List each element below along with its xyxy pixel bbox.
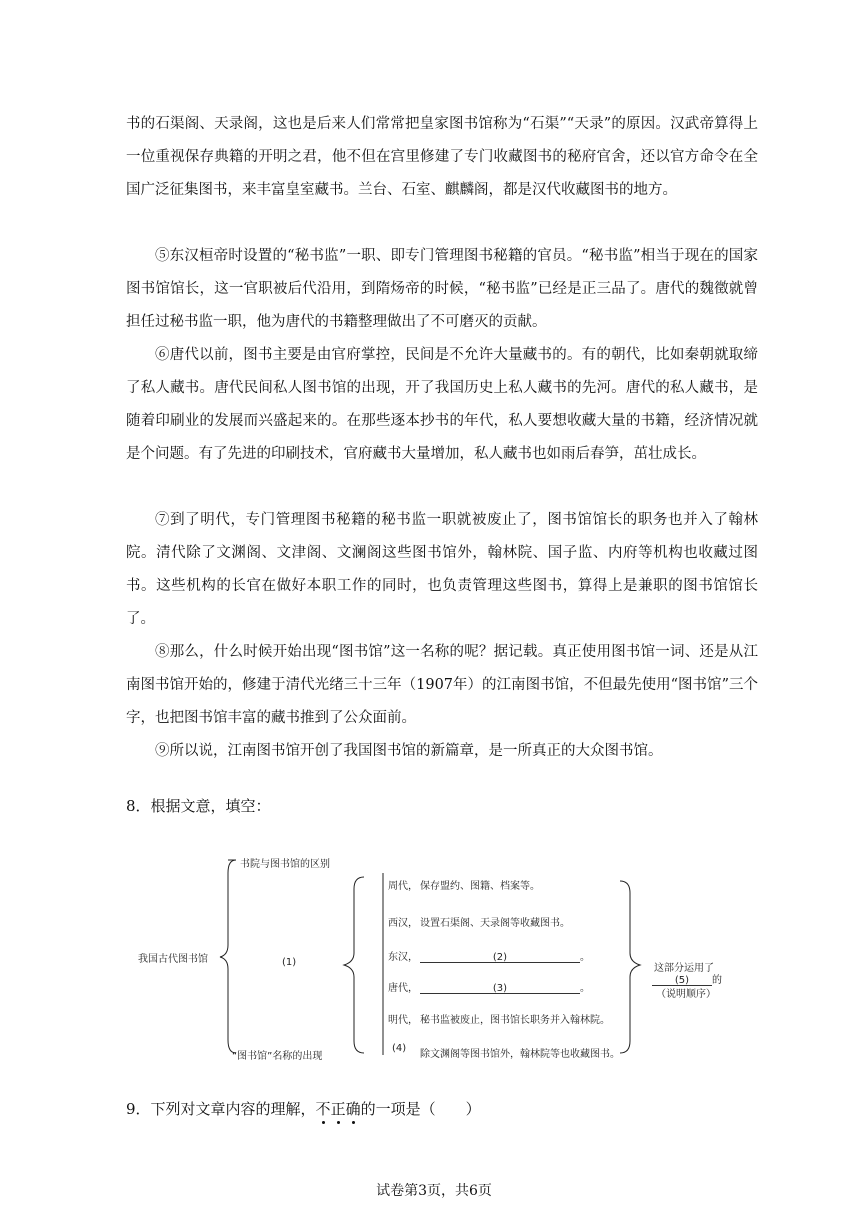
row-era-1: 周代， [388,881,418,892]
question-9-pre: 9．下列对文章内容的理解， [126,1100,316,1118]
row-text-2: 设置石渠阁、天录阁等收藏图书。 [420,918,570,929]
diagram-branch-bottom: “图书馆”名称的出现 [232,1051,323,1062]
structure-diagram [130,845,750,1065]
emphasis-char: 确 [345,1100,361,1118]
main-brace [220,860,236,1053]
row-blank-4 [420,979,590,994]
paragraph-7: ⑦到了明代，专门管理图书秘籍的秘书监一职就被废止了，图书馆馆长的职务也并入了翰林院。清代除了文渊阁、文津阁、文澜阁这些图书馆外，翰林院、国子监、内府等机构也收藏过图书。这些机构的长官在做好本职工作的同时，也负责管理这些图书，算得上是兼职的图书馆馆长了。 [126,512,758,627]
paragraph-6: ⑥唐代以前，图书主要是由官府掌控，民间是不允许大量藏书的。有的朝代，比如秦朝就取缔了私人藏书。唐代民间私人图书馆的出现，开了我国历史上私人藏书的先河。唐代的私人藏书，是随着印刷业的发展而兴盛起来的。在那些逐本抄书的年代，私人要想收藏大量的书籍，经济情况就是个问题。有了先进的印刷技术，官府藏书大量增加，私人藏书也如雨后春笋，茁壮成长。 [126,347,758,462]
rows-brace [344,877,364,1053]
emphasis-char: 正 [330,1100,346,1118]
row-era-2: 西汉， [388,918,418,929]
question-9 [126,1098,481,1119]
paragraph-9: ⑨所以说，江南图书馆开创了我国图书馆的新篇章，是一所真正的大众图书馆。 [155,743,663,759]
right-note-line1: 这部分运用了 [654,963,714,974]
right-note-blank [652,971,722,986]
question-9-emphasis [316,1100,361,1118]
emphasis-char: 不 [315,1100,331,1118]
blank-3-label: (3) [492,983,508,994]
diagram-branch-mid: (1) [282,957,297,968]
blank-5-label: (5) [674,975,690,986]
row-blank-3 [420,948,590,963]
row-text-1: 保存盟约、图籍、档案等。 [420,881,540,892]
row-era-3: 东汉， [388,952,418,963]
blank-2-label: (2) [492,952,508,963]
right-brace [620,881,640,1053]
diagram-branch-top: 书院与图书馆的区别 [240,859,330,870]
row-text-6: 除文渊阁等图书馆外，翰林院等也收藏图书。 [420,1049,620,1060]
page-footer: 试卷第3页，共6页 [376,1183,492,1199]
right-note-tail: 的 [712,975,722,986]
paragraph-5: ⑤东汉桓帝时设置的“秘书监”一职、即专门管理图书秘籍的官员。“秘书监”相当于现在的国家图书馆馆长，这一官职被后代沿用，到隋炀帝的时候，“秘书监”已经是正三品了。唐代的魏徵就曾担任过秘书监一职，他为唐代的书籍整理做出了不可磨灭的贡献。 [126,248,758,330]
diagram-root: 我国古代图书馆 [138,954,208,965]
row-end-3: 。 [580,952,590,963]
row-era-5: 明代， [388,1015,418,1026]
right-note-line2: （说明顺序） [656,989,716,1000]
row-era-4: 唐代， [388,983,418,994]
question-8: 8．根据文意，填空： [126,797,271,815]
paragraph-8: ⑧那么，什么时候开始出现“图书馆”这一名称的呢？据记载。真正使用图书馆一词、还是从江南图书馆开始的，修建于清代光绪三十三年（1907年）的江南图书馆，不但最先使用“图书馆”三个字，也把图书馆丰富的藏书推到了公众面前。 [126,644,758,726]
row-text-5: 秘书监被废止，图书馆长职务并入翰林院。 [420,1015,610,1026]
row-era-6: (4) [392,1043,407,1054]
paragraph-4-continued: 书的石渠阁、天录阁，这也是后来人们常常把皇家图书馆称为“石渠”“天录”的原因。汉武帝算得上一位重视保存典籍的开明之君，他不但在宫里修建了专门收藏图书的秘府官舍，还以官方命令在全国广泛征集图书，来丰富皇室藏书。兰台、石室、麒麟阁，都是汉代收藏图书的地方。 [126,116,758,198]
question-9-post: 的一项是（ ） [360,1100,481,1118]
row-end-4: 。 [580,983,590,994]
